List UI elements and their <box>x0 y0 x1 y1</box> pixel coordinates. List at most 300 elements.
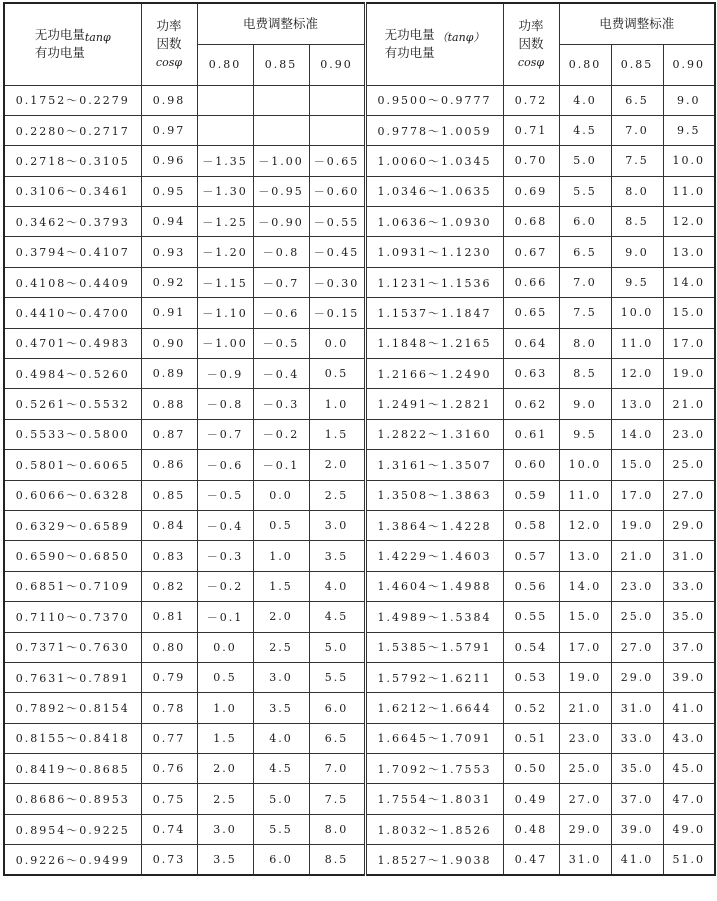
right-adj-090-cell: 17.0 <box>663 328 715 358</box>
left-adj-090-cell: 6.5 <box>309 723 365 753</box>
right-adj-085-cell: 19.0 <box>611 510 663 540</box>
left-adj-085-cell: 4.0 <box>253 723 309 753</box>
right-tan-range-cell: 1.2822～1.3160 <box>365 419 503 449</box>
table-row <box>4 450 715 480</box>
left-adj-080-cell: －0.4 <box>197 510 253 540</box>
table-row <box>4 419 715 449</box>
right-tan-range-cell: 1.5792～1.6211 <box>365 662 503 692</box>
left-power-factor-cell: 0.89 <box>141 359 197 389</box>
left-adj-080-cell: 3.0 <box>197 814 253 844</box>
table-row <box>4 298 715 328</box>
right-adj-090-cell: 33.0 <box>663 571 715 601</box>
right-adj-090-cell: 37.0 <box>663 632 715 662</box>
right-tan-range-cell: 1.4989～1.5384 <box>365 602 503 632</box>
adj-col-090-right: 0.90 <box>663 44 715 85</box>
right-power-factor-cell: 0.57 <box>503 541 559 571</box>
left-tan-range-cell: 0.8954～0.9225 <box>4 814 141 844</box>
left-power-factor-cell: 0.83 <box>141 541 197 571</box>
left-adj-085-cell: 0.5 <box>253 510 309 540</box>
left-adj-080-cell: －0.5 <box>197 480 253 510</box>
right-adj-080-cell: 27.0 <box>559 784 611 814</box>
table-row <box>4 602 715 632</box>
right-adj-080-cell: 13.0 <box>559 541 611 571</box>
right-adj-090-cell: 11.0 <box>663 176 715 206</box>
left-power-factor-cell: 0.91 <box>141 298 197 328</box>
right-tan-range-cell: 1.7092～1.7553 <box>365 754 503 784</box>
right-adj-090-cell: 21.0 <box>663 389 715 419</box>
right-power-factor-cell: 0.53 <box>503 662 559 692</box>
right-tan-range-cell: 1.3864～1.4228 <box>365 510 503 540</box>
table-row <box>4 146 715 176</box>
right-adj-090-cell: 19.0 <box>663 359 715 389</box>
left-power-factor-cell: 0.81 <box>141 602 197 632</box>
right-adj-085-cell: 9.5 <box>611 267 663 297</box>
left-adj-085-cell: －0.1 <box>253 450 309 480</box>
right-adj-090-cell: 27.0 <box>663 480 715 510</box>
right-adj-080-cell: 23.0 <box>559 723 611 753</box>
right-tan-range-cell: 1.4604～1.4988 <box>365 571 503 601</box>
left-adj-080-cell <box>197 85 253 115</box>
header-tan-right <box>365 3 503 85</box>
left-adj-085-cell: 5.0 <box>253 784 309 814</box>
left-adj-080-cell: 2.0 <box>197 754 253 784</box>
left-power-factor-cell: 0.93 <box>141 237 197 267</box>
left-adj-080-cell: 0.0 <box>197 632 253 662</box>
left-adj-085-cell: 2.5 <box>253 632 309 662</box>
right-adj-085-cell: 39.0 <box>611 814 663 844</box>
right-adj-080-cell: 31.0 <box>559 845 611 875</box>
right-tan-range-cell: 1.4229～1.4603 <box>365 541 503 571</box>
right-power-factor-cell: 0.63 <box>503 359 559 389</box>
right-adj-080-cell: 12.0 <box>559 510 611 540</box>
right-adj-080-cell: 7.0 <box>559 267 611 297</box>
right-tan-range-cell: 1.6212～1.6644 <box>365 693 503 723</box>
left-adj-085-cell: 3.5 <box>253 693 309 723</box>
left-adj-080-cell: －1.00 <box>197 328 253 358</box>
right-power-factor-cell: 0.62 <box>503 389 559 419</box>
right-power-factor-cell: 0.58 <box>503 510 559 540</box>
table-row <box>4 754 715 784</box>
left-power-factor-cell: 0.80 <box>141 632 197 662</box>
left-adj-090-cell: －0.55 <box>309 207 365 237</box>
right-adj-085-cell: 35.0 <box>611 754 663 784</box>
left-adj-080-cell: 1.0 <box>197 693 253 723</box>
right-tan-range-cell: 1.0346～1.0635 <box>365 176 503 206</box>
left-adj-085-cell: －0.6 <box>253 298 309 328</box>
right-power-factor-cell: 0.67 <box>503 237 559 267</box>
left-adj-085-cell: －1.00 <box>253 146 309 176</box>
right-tan-range-cell: 1.3508～1.3863 <box>365 480 503 510</box>
left-adj-090-cell: 4.5 <box>309 602 365 632</box>
left-adj-090-cell: －0.60 <box>309 176 365 206</box>
left-tan-range-cell: 0.8686～0.8953 <box>4 784 141 814</box>
right-power-factor-cell: 0.56 <box>503 571 559 601</box>
left-power-factor-cell: 0.75 <box>141 784 197 814</box>
left-power-factor-cell: 0.73 <box>141 845 197 875</box>
left-adj-080-cell: －1.20 <box>197 237 253 267</box>
right-adj-080-cell: 4.5 <box>559 115 611 145</box>
left-adj-080-cell: －1.30 <box>197 176 253 206</box>
tan-frac-bottom-right: 有功电量 <box>384 45 435 61</box>
left-adj-085-cell: 2.0 <box>253 602 309 632</box>
right-adj-085-cell: 6.5 <box>611 85 663 115</box>
left-adj-080-cell: －0.6 <box>197 450 253 480</box>
header-adj-title-left: 电费调整标准 <box>197 3 365 44</box>
left-adj-090-cell: －0.65 <box>309 146 365 176</box>
left-power-factor-cell: 0.84 <box>141 510 197 540</box>
left-adj-085-cell: －0.95 <box>253 176 309 206</box>
right-adj-085-cell: 29.0 <box>611 662 663 692</box>
header-pf-left <box>141 3 197 85</box>
right-adj-080-cell: 15.0 <box>559 602 611 632</box>
right-adj-085-cell: 8.5 <box>611 207 663 237</box>
right-power-factor-cell: 0.47 <box>503 845 559 875</box>
right-tan-range-cell: 1.0931～1.1230 <box>365 237 503 267</box>
table-row <box>4 176 715 206</box>
table-row <box>4 571 715 601</box>
right-power-factor-cell: 0.64 <box>503 328 559 358</box>
left-adj-080-cell: －0.8 <box>197 389 253 419</box>
right-adj-080-cell: 5.5 <box>559 176 611 206</box>
right-adj-090-cell: 9.0 <box>663 85 715 115</box>
left-adj-090-cell: 3.0 <box>309 510 365 540</box>
table-row <box>4 814 715 844</box>
right-tan-range-cell: 0.9500～0.9777 <box>365 85 503 115</box>
right-adj-085-cell: 9.0 <box>611 237 663 267</box>
left-tan-range-cell: 0.8419～0.8685 <box>4 754 141 784</box>
right-adj-085-cell: 15.0 <box>611 450 663 480</box>
left-adj-080-cell: －0.1 <box>197 602 253 632</box>
right-adj-085-cell: 27.0 <box>611 632 663 662</box>
left-adj-090-cell <box>309 115 365 145</box>
left-tan-range-cell: 0.6066～0.6328 <box>4 480 141 510</box>
right-adj-080-cell: 8.5 <box>559 359 611 389</box>
table-row <box>4 662 715 692</box>
power-factor-adjustment-table <box>3 2 716 876</box>
left-tan-range-cell: 0.6590～0.6850 <box>4 541 141 571</box>
right-power-factor-cell: 0.52 <box>503 693 559 723</box>
adj-col-085-left: 0.85 <box>253 44 309 85</box>
right-adj-085-cell: 7.5 <box>611 146 663 176</box>
left-adj-090-cell: 8.5 <box>309 845 365 875</box>
pf-line2-right: 因数 <box>518 36 544 52</box>
left-tan-range-cell: 0.4701～0.4983 <box>4 328 141 358</box>
left-power-factor-cell: 0.76 <box>141 754 197 784</box>
left-adj-090-cell: 5.5 <box>309 662 365 692</box>
left-adj-090-cell: 4.0 <box>309 571 365 601</box>
right-adj-090-cell: 15.0 <box>663 298 715 328</box>
right-adj-090-cell: 49.0 <box>663 814 715 844</box>
right-power-factor-cell: 0.72 <box>503 85 559 115</box>
left-power-factor-cell: 0.86 <box>141 450 197 480</box>
table-row <box>4 267 715 297</box>
left-adj-090-cell: 0.5 <box>309 359 365 389</box>
left-power-factor-cell: 0.87 <box>141 419 197 449</box>
right-power-factor-cell: 0.71 <box>503 115 559 145</box>
right-adj-090-cell: 35.0 <box>663 602 715 632</box>
right-power-factor-cell: 0.50 <box>503 754 559 784</box>
right-adj-085-cell: 25.0 <box>611 602 663 632</box>
right-adj-090-cell: 47.0 <box>663 784 715 814</box>
left-tan-range-cell: 0.6851～0.7109 <box>4 571 141 601</box>
right-adj-085-cell: 10.0 <box>611 298 663 328</box>
table-row <box>4 845 715 875</box>
table-row <box>4 115 715 145</box>
left-tan-range-cell: 0.6329～0.6589 <box>4 510 141 540</box>
right-adj-090-cell: 25.0 <box>663 450 715 480</box>
left-adj-080-cell: －1.25 <box>197 207 253 237</box>
table-row <box>4 784 715 814</box>
left-adj-085-cell: 4.5 <box>253 754 309 784</box>
left-adj-080-cell <box>197 115 253 145</box>
table-row <box>4 207 715 237</box>
left-adj-090-cell: 8.0 <box>309 814 365 844</box>
adj-col-080-right: 0.80 <box>559 44 611 85</box>
pf-line1-right: 功率 <box>518 18 544 34</box>
left-tan-range-cell: 0.4108～0.4409 <box>4 267 141 297</box>
left-adj-085-cell <box>253 115 309 145</box>
table-row <box>4 693 715 723</box>
left-tan-range-cell: 0.1752～0.2279 <box>4 85 141 115</box>
right-adj-090-cell: 45.0 <box>663 754 715 784</box>
left-tan-range-cell: 0.7110～0.7370 <box>4 602 141 632</box>
right-adj-080-cell: 4.0 <box>559 85 611 115</box>
right-adj-080-cell: 25.0 <box>559 754 611 784</box>
left-adj-080-cell: －0.7 <box>197 419 253 449</box>
right-adj-080-cell: 29.0 <box>559 814 611 844</box>
left-power-factor-cell: 0.88 <box>141 389 197 419</box>
left-power-factor-cell: 0.97 <box>141 115 197 145</box>
adj-col-080-left: 0.80 <box>197 44 253 85</box>
right-adj-080-cell: 7.5 <box>559 298 611 328</box>
right-adj-085-cell: 7.0 <box>611 115 663 145</box>
right-adj-090-cell: 23.0 <box>663 419 715 449</box>
table-row <box>4 328 715 358</box>
left-adj-090-cell: －0.15 <box>309 298 365 328</box>
right-power-factor-cell: 0.51 <box>503 723 559 753</box>
left-power-factor-cell: 0.90 <box>141 328 197 358</box>
table-row <box>4 85 715 115</box>
right-adj-080-cell: 5.0 <box>559 146 611 176</box>
right-adj-085-cell: 41.0 <box>611 845 663 875</box>
right-power-factor-cell: 0.69 <box>503 176 559 206</box>
left-adj-080-cell: －1.15 <box>197 267 253 297</box>
tan-frac-top-left: 无功电量 <box>34 27 85 43</box>
tan-symbol-right: （tanφ） <box>436 31 485 45</box>
left-power-factor-cell: 0.95 <box>141 176 197 206</box>
adj-col-085-right: 0.85 <box>611 44 663 85</box>
right-tan-range-cell: 1.0636～1.0930 <box>365 207 503 237</box>
right-adj-080-cell: 19.0 <box>559 662 611 692</box>
right-power-factor-cell: 0.49 <box>503 784 559 814</box>
left-adj-085-cell: －0.90 <box>253 207 309 237</box>
right-adj-090-cell: 9.5 <box>663 115 715 145</box>
right-adj-090-cell: 13.0 <box>663 237 715 267</box>
right-tan-range-cell: 1.5385～1.5791 <box>365 632 503 662</box>
right-tan-range-cell: 1.1848～1.2165 <box>365 328 503 358</box>
left-adj-085-cell: －0.5 <box>253 328 309 358</box>
left-tan-range-cell: 0.2718～0.3105 <box>4 146 141 176</box>
right-adj-080-cell: 6.5 <box>559 237 611 267</box>
right-adj-090-cell: 41.0 <box>663 693 715 723</box>
right-power-factor-cell: 0.55 <box>503 602 559 632</box>
pf-line3-left: cosφ <box>155 56 183 70</box>
left-adj-085-cell <box>253 85 309 115</box>
left-adj-090-cell: 1.5 <box>309 419 365 449</box>
right-adj-085-cell: 23.0 <box>611 571 663 601</box>
left-power-factor-cell: 0.79 <box>141 662 197 692</box>
left-adj-085-cell: －0.4 <box>253 359 309 389</box>
left-power-factor-cell: 0.85 <box>141 480 197 510</box>
table-row <box>4 480 715 510</box>
right-tan-range-cell: 1.8032～1.8526 <box>365 814 503 844</box>
left-tan-range-cell: 0.7892～0.8154 <box>4 693 141 723</box>
right-adj-080-cell: 11.0 <box>559 480 611 510</box>
left-adj-090-cell: 2.5 <box>309 480 365 510</box>
left-adj-090-cell: 1.0 <box>309 389 365 419</box>
right-adj-080-cell: 21.0 <box>559 693 611 723</box>
left-adj-085-cell: 0.0 <box>253 480 309 510</box>
table-row <box>4 237 715 267</box>
table-row <box>4 510 715 540</box>
right-adj-080-cell: 14.0 <box>559 571 611 601</box>
right-adj-090-cell: 14.0 <box>663 267 715 297</box>
right-adj-080-cell: 10.0 <box>559 450 611 480</box>
left-tan-range-cell: 0.7371～0.7630 <box>4 632 141 662</box>
left-adj-085-cell: －0.7 <box>253 267 309 297</box>
right-power-factor-cell: 0.48 <box>503 814 559 844</box>
tan-symbol-left: tanφ <box>84 31 111 45</box>
left-adj-085-cell: 1.5 <box>253 571 309 601</box>
left-tan-range-cell: 0.7631～0.7891 <box>4 662 141 692</box>
right-adj-090-cell: 39.0 <box>663 662 715 692</box>
right-adj-085-cell: 14.0 <box>611 419 663 449</box>
left-adj-085-cell: 3.0 <box>253 662 309 692</box>
left-adj-090-cell: 5.0 <box>309 632 365 662</box>
right-adj-080-cell: 9.5 <box>559 419 611 449</box>
left-power-factor-cell: 0.94 <box>141 207 197 237</box>
left-tan-range-cell: 0.3462～0.3793 <box>4 207 141 237</box>
left-adj-080-cell: －0.9 <box>197 359 253 389</box>
right-adj-085-cell: 31.0 <box>611 693 663 723</box>
left-power-factor-cell: 0.77 <box>141 723 197 753</box>
left-power-factor-cell: 0.74 <box>141 814 197 844</box>
right-tan-range-cell: 1.6645～1.7091 <box>365 723 503 753</box>
table-row <box>4 632 715 662</box>
left-adj-080-cell: 1.5 <box>197 723 253 753</box>
right-tan-range-cell: 1.0060～1.0345 <box>365 146 503 176</box>
header-pf-right <box>503 3 559 85</box>
left-adj-085-cell: 1.0 <box>253 541 309 571</box>
left-tan-range-cell: 0.4410～0.4700 <box>4 298 141 328</box>
right-power-factor-cell: 0.59 <box>503 480 559 510</box>
left-adj-085-cell: －0.8 <box>253 237 309 267</box>
right-tan-range-cell: 1.1231～1.1536 <box>365 267 503 297</box>
header-adj-title-right: 电费调整标准 <box>559 3 715 44</box>
table-row <box>4 389 715 419</box>
right-power-factor-cell: 0.61 <box>503 419 559 449</box>
right-adj-080-cell: 6.0 <box>559 207 611 237</box>
left-power-factor-cell: 0.96 <box>141 146 197 176</box>
right-adj-090-cell: 43.0 <box>663 723 715 753</box>
right-tan-range-cell: 1.7554～1.8031 <box>365 784 503 814</box>
right-power-factor-cell: 0.68 <box>503 207 559 237</box>
right-adj-090-cell: 29.0 <box>663 510 715 540</box>
left-tan-range-cell: 0.8155～0.8418 <box>4 723 141 753</box>
right-tan-range-cell: 1.2491～1.2821 <box>365 389 503 419</box>
left-adj-080-cell: －0.3 <box>197 541 253 571</box>
right-adj-090-cell: 51.0 <box>663 845 715 875</box>
right-tan-range-cell: 1.3161～1.3507 <box>365 450 503 480</box>
pf-line3-right: cosφ <box>517 56 545 70</box>
left-adj-090-cell: 2.0 <box>309 450 365 480</box>
table-body <box>4 85 715 875</box>
right-power-factor-cell: 0.70 <box>503 146 559 176</box>
adj-col-090-left: 0.90 <box>309 44 365 85</box>
right-adj-090-cell: 31.0 <box>663 541 715 571</box>
left-adj-090-cell: 7.5 <box>309 784 365 814</box>
right-adj-085-cell: 37.0 <box>611 784 663 814</box>
left-tan-range-cell: 0.2280～0.2717 <box>4 115 141 145</box>
left-adj-085-cell: 6.0 <box>253 845 309 875</box>
left-adj-090-cell: 7.0 <box>309 754 365 784</box>
left-power-factor-cell: 0.78 <box>141 693 197 723</box>
right-adj-085-cell: 12.0 <box>611 359 663 389</box>
left-tan-range-cell: 0.3794～0.4107 <box>4 237 141 267</box>
left-adj-080-cell: －1.10 <box>197 298 253 328</box>
left-power-factor-cell: 0.82 <box>141 571 197 601</box>
left-adj-090-cell: 0.0 <box>309 328 365 358</box>
right-tan-range-cell: 0.9778～1.0059 <box>365 115 503 145</box>
table-row <box>4 723 715 753</box>
left-adj-090-cell: 3.5 <box>309 541 365 571</box>
header-tan-left <box>4 3 141 85</box>
right-adj-090-cell: 10.0 <box>663 146 715 176</box>
left-adj-090-cell: －0.30 <box>309 267 365 297</box>
table-row <box>4 541 715 571</box>
right-adj-085-cell: 17.0 <box>611 480 663 510</box>
right-power-factor-cell: 0.60 <box>503 450 559 480</box>
pf-line2-left: 因数 <box>156 36 182 52</box>
tan-frac-top-right: 无功电量 <box>384 27 435 43</box>
right-adj-085-cell: 33.0 <box>611 723 663 753</box>
right-adj-085-cell: 11.0 <box>611 328 663 358</box>
left-adj-090-cell: －0.45 <box>309 237 365 267</box>
left-adj-085-cell: 5.5 <box>253 814 309 844</box>
right-adj-090-cell: 12.0 <box>663 207 715 237</box>
left-tan-range-cell: 0.5533～0.5800 <box>4 419 141 449</box>
left-adj-090-cell <box>309 85 365 115</box>
right-tan-range-cell: 1.8527～1.9038 <box>365 845 503 875</box>
left-adj-080-cell: －0.2 <box>197 571 253 601</box>
left-adj-080-cell: 0.5 <box>197 662 253 692</box>
right-adj-085-cell: 21.0 <box>611 541 663 571</box>
right-power-factor-cell: 0.66 <box>503 267 559 297</box>
right-adj-080-cell: 8.0 <box>559 328 611 358</box>
right-adj-080-cell: 9.0 <box>559 389 611 419</box>
tan-frac-bottom-left: 有功电量 <box>34 45 85 61</box>
right-adj-085-cell: 13.0 <box>611 389 663 419</box>
right-adj-085-cell: 8.0 <box>611 176 663 206</box>
left-tan-range-cell: 0.9226～0.9499 <box>4 845 141 875</box>
left-power-factor-cell: 0.92 <box>141 267 197 297</box>
table-row <box>4 359 715 389</box>
pf-line1-left: 功率 <box>156 18 182 34</box>
right-power-factor-cell: 0.54 <box>503 632 559 662</box>
right-adj-080-cell: 17.0 <box>559 632 611 662</box>
left-tan-range-cell: 0.3106～0.3461 <box>4 176 141 206</box>
left-adj-080-cell: －1.35 <box>197 146 253 176</box>
